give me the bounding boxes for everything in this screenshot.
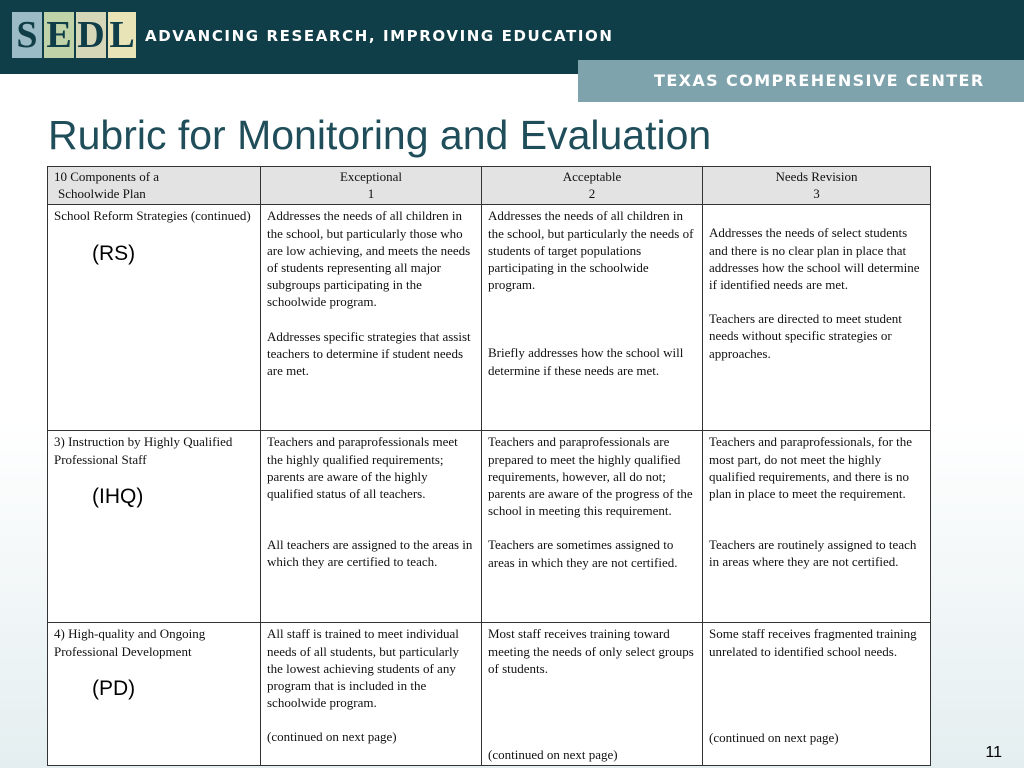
slide-title: Rubric for Monitoring and Evaluation [48,112,712,158]
criteria-text: All teachers are assigned to the areas in which they are certified to teach. [267,537,473,570]
criteria-text: Addresses the needs of all children in the school, but particularly those who are low achieving, and meets the needs of students representing all major subgroups participating in the schoolwide program. [267,208,471,310]
criteria-text: Briefly addresses how the school will determine if these needs are met. [488,345,684,378]
component-name: 4) High-quality and Ongoing Professional Development [54,626,206,659]
component-abbreviation: (RS) [92,241,136,265]
logo-letter-l: L [109,14,135,56]
header-components [48,167,261,205]
component-cell [48,623,261,766]
header-needs-revision-label: Needs Revision [775,169,858,184]
exceptional-cell [261,623,482,766]
header-needs-revision [703,167,931,205]
criteria-text: Most staff receives training toward meeting the needs of only select groups of students. [488,626,694,676]
criteria-text: Addresses specific strategies that assist teachers to determine if student needs are met. [267,328,471,379]
sedl-logo [12,12,136,60]
center-title: TEXAS COMPREHENSIVE CENTER [654,71,985,90]
component-abbreviation: (PD) [92,676,136,700]
component-name: School Reform Strategies (continued) [54,208,251,224]
header-exceptional [261,167,482,205]
header-row [48,167,931,205]
criteria-text: Teachers and paraprofessionals are prepared to meet the highly qualified requirements, however, all do not; parents are aware of the progress of the school in meeting this requirement. [488,434,693,519]
continued-note: (continued on next page) [267,729,397,745]
header-acceptable [482,167,703,205]
center-name-bar [578,60,1024,102]
header-acceptable-label: Acceptable [562,169,622,184]
header-components-line2: Schoolwide Plan [58,186,146,202]
criteria-text: Teachers and paraprofessionals, for the most part, do not meet the highly qualified requirements, and there is no plan in place to meet the requirement. [709,434,913,502]
needs-revision-cell [703,205,931,431]
criteria-text: Teachers are routinely assigned to teach in areas where they are not certified. [709,537,917,570]
table-row [48,205,931,431]
needs-revision-cell [703,623,931,766]
header-exceptional-label: Exceptional [339,169,403,184]
acceptable-cell [482,623,703,766]
continued-note: (continued on next page) [488,747,618,763]
component-cell [48,205,261,431]
criteria-text: Addresses the needs of all children in the school, but particularly the needs of students of target populations participating in the schoolwide program. [488,208,694,293]
needs-revision-cell [703,431,931,623]
criteria-text: All staff is trained to meet individual needs of all students, but particularly the lowest achieving students of any program that is included in the schoolwide program. [267,626,460,711]
component-abbreviation: (IHQ) [92,484,144,508]
rubric-table [47,166,931,766]
table-row [48,623,931,766]
header-needs-revision-score: 3 [813,186,820,202]
exceptional-cell [261,431,482,623]
criteria-text: Some staff receives fragmented training unrelated to identified school needs. [709,626,917,659]
acceptable-cell [482,431,703,623]
logo-letter-e: E [44,12,74,58]
header-tagline: ADVANCING RESEARCH, IMPROVING EDUCATION [145,27,614,45]
page-number: 11 [985,744,1002,761]
criteria-text: Teachers and paraprofessionals meet the highly qualified requirements; parents are aware of the highly qualified status of all teachers. [267,434,458,502]
header-components-line1: 10 Components of a [54,169,160,184]
component-name: 3) Instruction by Highly Qualified Professional Staff [54,434,233,467]
continued-note: (continued on next page) [709,729,839,745]
acceptable-cell [482,205,703,431]
component-cell [48,431,261,623]
criteria-text: Teachers are sometimes assigned to areas in which they are not certified. [488,537,678,570]
criteria-text: Addresses the needs of select students and there is no clear plan in place that addresses how the school will determine if identified needs are met. [709,225,920,293]
header-exceptional-score: 1 [367,186,375,202]
table-row [48,431,931,623]
header-acceptable-score: 2 [588,186,596,202]
logo-letter-s: S [12,12,42,58]
exceptional-cell [261,205,482,431]
logo-letter-d: D [77,14,105,56]
criteria-text: Teachers are directed to meet student needs without specific strategies or approaches. [709,311,902,361]
